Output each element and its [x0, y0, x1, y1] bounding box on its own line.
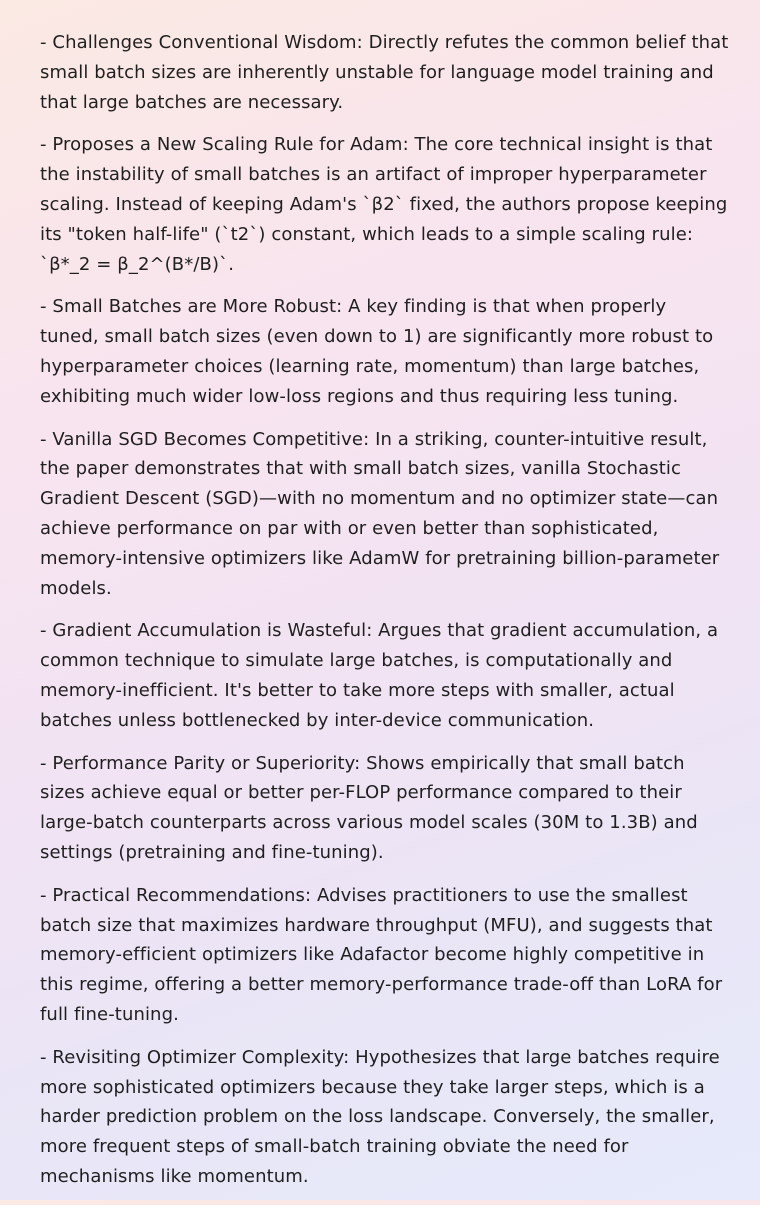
summary-list [40, 28, 730, 1205]
point-new-scaling-rule: - Proposes a New Scaling Rule for Adam: The core technical insight is that the instability of small batches is an artifact of improper hyperparameter scaling. Instead of keeping Adam's `β2` fixed, the authors propose keeping its "token half-life" (`t2`) constant, which leads to a simple scaling rule: `β*_2 = β_2^(B*/B)`. [40, 134, 728, 275]
point-gradient-accumulation: - Gradient Accumulation is Wasteful: Argues that gradient accumulation, a common technique to simulate large batches, is computationally and memory-inefficient. It's better to take more steps with smaller, actual batches unless bottlenecked by inter-device communication. [40, 620, 719, 731]
point-small-batches-robust: - Small Batches are More Robust: A key finding is that when properly tuned, small batch sizes (even down to 1) are significantly more robust to hyperparameter choices (learning rate, momentum) than large batches, exhibiting much wider low-loss regions and thus requiring less tuning. [40, 296, 714, 407]
point-practical-recommendations: - Practical Recommendations: Advises practitioners to use the smallest batch size that maximizes hardware throughput (MFU), and suggests that memory-efficient optimizers like Adafactor become highly competitive in this regime, offering a better memory-performance trade-off than LoRA for full fine-tuning. [40, 884, 723, 1025]
point-performance-parity: - Performance Parity or Superiority: Shows empirically that small batch sizes achieve equal or better per-FLOP performance compared to their large-batch counterparts across various model scales (30M to 1.3B) and settings (pretraining and fine-tuning). [40, 752, 698, 863]
point-challenges-conventional-wisdom: - Challenges Conventional Wisdom: Directly refutes the common belief that small batch sizes are inherently unstable for language model training and that large batches are necessary. [40, 32, 729, 113]
point-vanilla-sgd: - Vanilla SGD Becomes Competitive: In a striking, counter-intuitive result, the paper demonstrates that with small batch sizes, vanilla Stochastic Gradient Descent (SGD)—with no momentum and no optimizer state—can achieve performance on par with or even better than sophisticated, memory-intensive optimizers like AdamW for pretraining billion-parameter models. [40, 428, 720, 599]
point-optimizer-complexity: - Revisiting Optimizer Complexity: Hypothesizes that large batches require more sophisticated optimizers because they take larger steps, which is a harder prediction problem on the loss landscape. Conversely, the smaller, more frequent steps of small-batch training obviate the need for mechanisms like momentum. [40, 1046, 720, 1187]
